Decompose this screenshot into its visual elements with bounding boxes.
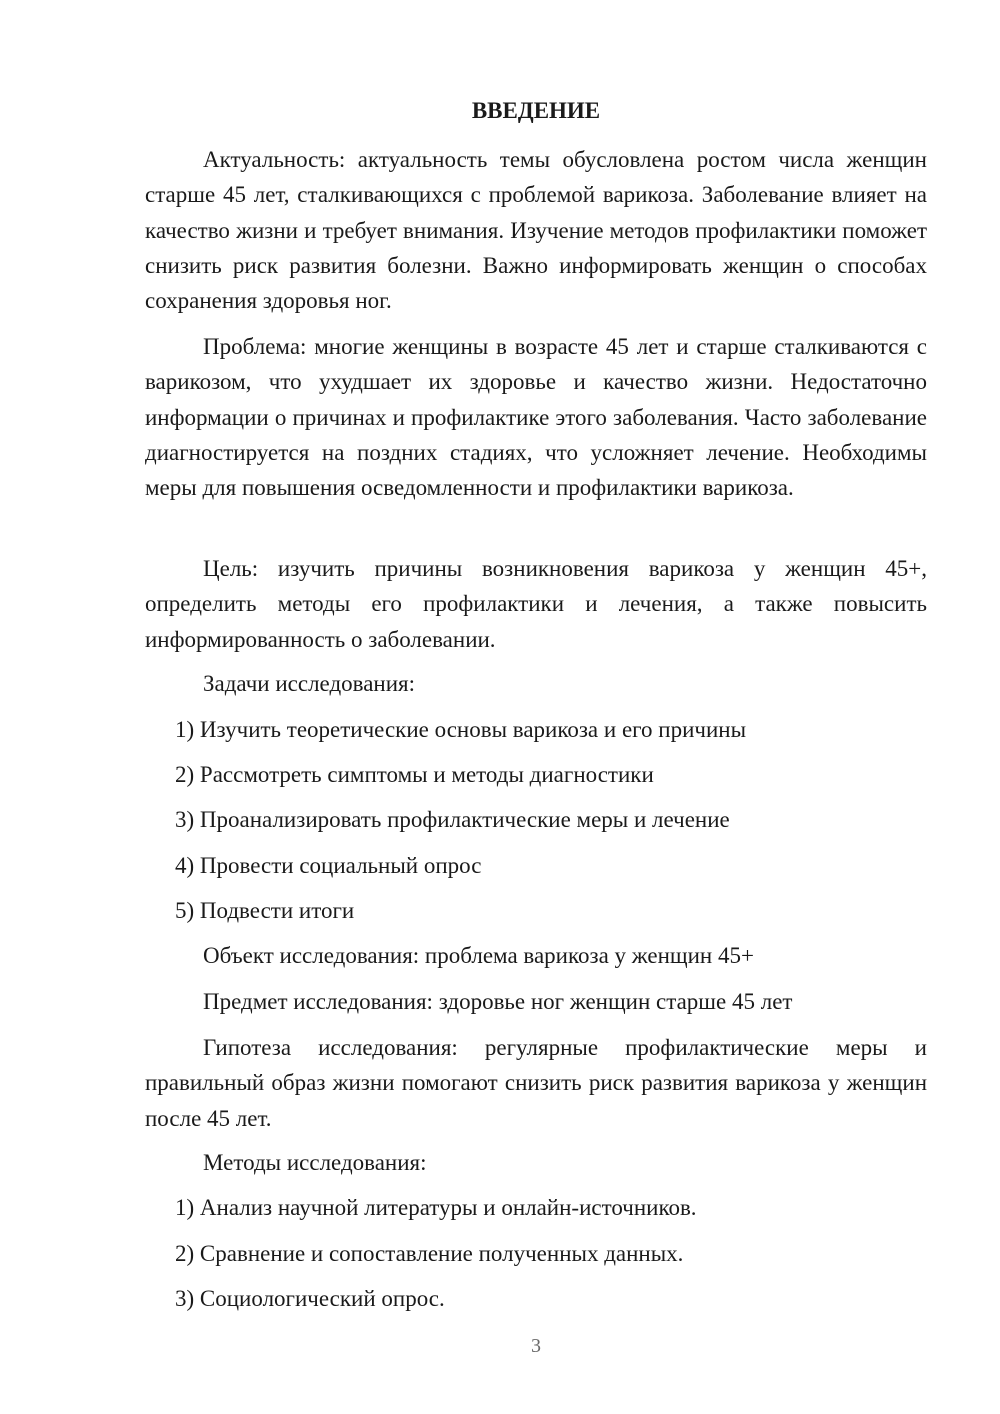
task-item: 2) Рассмотреть симптомы и методы диагностики [175,762,654,787]
research-subject: Предмет исследования: здоровье ног женщин старше 45 лет [203,989,793,1014]
hypothesis-paragraph: Гипотеза исследования: регулярные профилактические меры и правильный образ жизни помогают снизить риск развития варикоза у женщин после 45 лет. [145,1035,927,1131]
task-item: 1) Изучить теоретические основы варикоза и его причины [175,717,747,742]
methods-heading: Методы исследования: [203,1150,427,1175]
method-item: 1) Анализ научной литературы и онлайн-источников. [175,1195,697,1220]
task-item: 3) Проанализировать профилактические меры и лечение [175,807,730,832]
tasks-heading: Задачи исследования: [203,671,416,696]
task-item: 5) Подвести итоги [175,898,355,923]
section-heading: ВВЕДЕНИЕ [471,98,601,123]
goal-paragraph: Цель: изучить причины возникновения варикоза у женщин 45+, определить методы его профилактики и лечения, а также повысить информированность о заболевании. [145,556,927,652]
method-item: 2) Сравнение и сопоставление полученных данных. [175,1241,684,1266]
method-item: 3) Социологический опрос. [175,1286,445,1311]
page-number: 3 [531,1335,541,1357]
problem-paragraph: Проблема: многие женщины в возрасте 45 лет и старше сталкиваются с варикозом, что ухудшает их здоровье и качество жизни. Недостаточно информации о причинах и профилактике этого заболевания. Часто заболевание диагностируется на поздних стадиях, что усложняет лечение. Необходимы меры для повышения осведомленности и профилактики варикоза. [145,334,927,501]
research-object: Объект исследования: проблема варикоза у женщин 45+ [203,943,754,968]
relevance-paragraph: Актуальность: актуальность темы обусловлена ростом числа женщин старше 45 лет, сталкивающихся с проблемой варикоза. Заболевание влияет на качество жизни и требует внимания. Изучение методов профилактики поможет снизить риск развития болезни. Важно информировать женщин о способах сохранения здоровья ног. [145,147,927,314]
task-item: 4) Провести социальный опрос [175,853,482,878]
